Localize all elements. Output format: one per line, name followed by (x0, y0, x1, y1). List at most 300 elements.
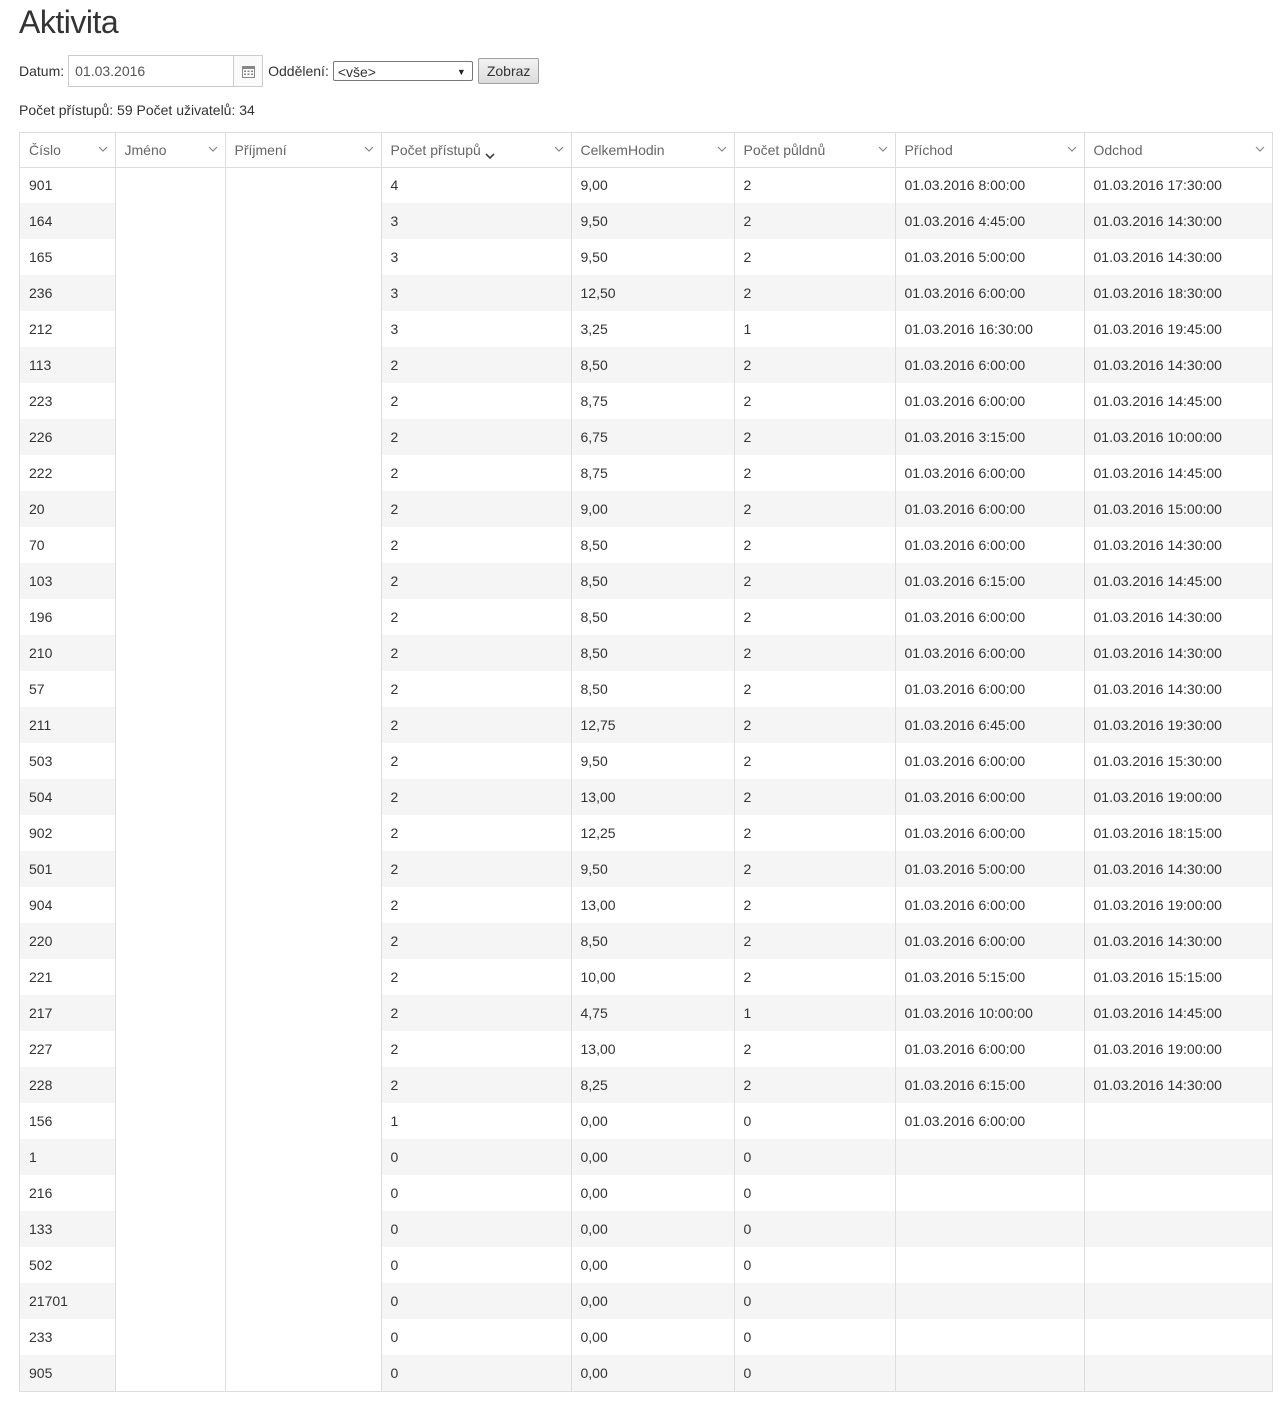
cell-celkem-hodin: 4,75 (571, 995, 734, 1031)
column-header-pocet-puldnu[interactable] (734, 133, 895, 167)
cell-prijmeni (225, 779, 381, 815)
cell-pocet-puldnu: 2 (734, 743, 895, 779)
cell-celkem-hodin: 12,25 (571, 815, 734, 851)
cell-prijmeni (225, 1139, 381, 1175)
cell-prijmeni (225, 1067, 381, 1103)
cell-prijmeni (225, 887, 381, 923)
table-row[interactable] (20, 779, 1272, 815)
cell-pocet-puldnu: 2 (734, 1031, 895, 1067)
cell-pocet-puldnu: 2 (734, 815, 895, 851)
cell-pocet-pristupu: 2 (381, 563, 571, 599)
cell-odchod: 01.03.2016 14:30:00 (1093, 249, 1222, 265)
cell-cislo: 504 (20, 779, 115, 815)
cell-pocet-pristupu: 2 (381, 995, 571, 1031)
table-row[interactable] (20, 1031, 1272, 1067)
table-row[interactable] (20, 491, 1272, 527)
cell-celkem-hodin: 12,75 (571, 707, 734, 743)
column-menu-chevron-icon[interactable] (207, 142, 219, 156)
cell-celkem-hodin: 0,00 (571, 1247, 734, 1283)
cell-pocet-pristupu: 2 (381, 1031, 571, 1067)
cell-prichod: 01.03.2016 6:15:00 (895, 563, 1084, 599)
table-row[interactable] (20, 671, 1272, 707)
cell-cislo: 503 (20, 743, 115, 779)
cell-prijmeni (225, 1247, 381, 1283)
cell-odchod: 01.03.2016 14:30:00 (1084, 635, 1272, 671)
cell-odchod: 01.03.2016 15:15:00 (1093, 969, 1222, 985)
cell-odchod (1084, 1319, 1272, 1355)
cell-prijmeni (225, 491, 381, 527)
table-row[interactable] (20, 239, 1272, 275)
table-row[interactable] (20, 707, 1272, 743)
cell-pocet-pristupu: 2 (381, 815, 571, 851)
column-header-label: Počet půldnů (743, 141, 826, 158)
cell-prijmeni (225, 347, 381, 383)
table-row[interactable] (20, 347, 1272, 383)
cell-odchod: 01.03.2016 15:00:00 (1084, 491, 1272, 527)
cell-prijmeni (225, 1031, 381, 1067)
cell-cislo: 228 (20, 1067, 115, 1103)
cell-jmeno (115, 383, 225, 419)
cell-prijmeni (225, 1283, 381, 1319)
table-row[interactable] (20, 419, 1272, 455)
cell-cislo: 901 (20, 167, 115, 203)
department-selected-value: <vše> (337, 64, 376, 80)
cell-cislo: 217 (20, 995, 115, 1031)
cell-jmeno (115, 779, 225, 815)
cell-odchod: 01.03.2016 14:30:00 (1093, 609, 1222, 625)
cell-pocet-puldnu: 2 (734, 239, 895, 275)
cell-jmeno (115, 635, 225, 671)
table-row[interactable] (20, 1103, 1272, 1139)
cell-celkem-hodin: 8,50 (571, 923, 734, 959)
cell-jmeno (115, 1247, 225, 1283)
cell-odchod: 01.03.2016 14:45:00 (1093, 465, 1222, 481)
cell-odchod: 01.03.2016 14:30:00 (1093, 537, 1222, 553)
table-row[interactable] (20, 923, 1272, 959)
cell-celkem-hodin: 8,50 (571, 563, 734, 599)
cell-pocet-pristupu: 1 (381, 1103, 571, 1139)
cell-jmeno (115, 1031, 225, 1067)
cell-odchod (1084, 1211, 1272, 1247)
cell-celkem-hodin: 8,25 (571, 1067, 734, 1103)
cell-prichod: 01.03.2016 6:00:00 (895, 383, 1084, 419)
table-row[interactable] (20, 311, 1272, 347)
cell-jmeno (115, 959, 225, 995)
cell-pocet-puldnu: 0 (734, 1175, 895, 1211)
cell-jmeno (115, 851, 225, 887)
table-row[interactable] (20, 635, 1272, 671)
cell-pocet-pristupu: 2 (381, 887, 571, 923)
cell-prijmeni (225, 635, 381, 671)
cell-prijmeni (225, 1355, 381, 1391)
cell-pocet-puldnu: 2 (734, 635, 895, 671)
cell-cislo: 502 (20, 1247, 115, 1283)
table-row[interactable] (20, 995, 1272, 1031)
summary-text: Počet přístupů: 59 Počet uživatelů: 34 (19, 102, 255, 118)
table-row[interactable] (20, 275, 1272, 311)
cell-cislo: 233 (20, 1319, 115, 1355)
cell-celkem-hodin: 13,00 (571, 1031, 734, 1067)
cell-celkem-hodin: 8,50 (571, 347, 734, 383)
cell-pocet-pristupu: 0 (381, 1247, 571, 1283)
cell-prijmeni (225, 671, 381, 707)
cell-prichod (895, 1283, 1084, 1319)
cell-prijmeni (225, 1175, 381, 1211)
cell-cislo: 905 (20, 1355, 115, 1391)
cell-pocet-pristupu: 2 (381, 455, 571, 491)
cell-pocet-puldnu: 2 (734, 275, 895, 311)
cell-prichod: 01.03.2016 6:00:00 (895, 1103, 1084, 1139)
table-row[interactable] (20, 167, 1272, 203)
grid-body (20, 167, 1272, 1391)
cell-pocet-puldnu: 2 (734, 887, 895, 923)
cell-odchod: 01.03.2016 14:30:00 (1084, 851, 1272, 887)
cell-odchod: 01.03.2016 18:15:00 (1093, 825, 1222, 841)
cell-jmeno (115, 743, 225, 779)
cell-celkem-hodin: 13,00 (571, 779, 734, 815)
table-row[interactable] (20, 887, 1272, 923)
cell-pocet-pristupu: 0 (381, 1175, 571, 1211)
cell-pocet-pristupu: 2 (381, 599, 571, 635)
cell-pocet-puldnu: 2 (734, 167, 895, 203)
cell-pocet-pristupu: 3 (381, 239, 571, 275)
cell-celkem-hodin: 3,25 (571, 311, 734, 347)
cell-prichod (895, 1247, 1084, 1283)
cell-prichod: 01.03.2016 6:00:00 (895, 527, 1084, 563)
cell-pocet-puldnu: 2 (734, 779, 895, 815)
cell-pocet-puldnu: 1 (734, 995, 895, 1031)
cell-prichod: 01.03.2016 6:00:00 (895, 779, 1084, 815)
cell-celkem-hodin: 0,00 (571, 1175, 734, 1211)
cell-jmeno (115, 1103, 225, 1139)
cell-jmeno (115, 491, 225, 527)
department-select[interactable] (333, 61, 473, 81)
table-row[interactable] (20, 815, 1272, 851)
cell-odchod: 01.03.2016 14:30:00 (1084, 203, 1272, 239)
cell-odchod: 01.03.2016 17:30:00 (1093, 177, 1222, 194)
cell-celkem-hodin: 8,50 (571, 635, 734, 671)
cell-prichod: 01.03.2016 4:45:00 (895, 203, 1084, 239)
cell-pocet-pristupu: 0 (381, 1355, 571, 1391)
cell-cislo: 164 (20, 203, 115, 239)
table-row[interactable] (20, 1247, 1272, 1283)
cell-jmeno (115, 1319, 225, 1355)
cell-prijmeni (225, 419, 381, 455)
cell-prijmeni (225, 1211, 381, 1247)
cell-jmeno (115, 1139, 225, 1175)
cell-jmeno (115, 347, 225, 383)
cell-prijmeni (225, 527, 381, 563)
cell-celkem-hodin: 10,00 (571, 959, 734, 995)
table-row[interactable] (20, 527, 1272, 563)
sort-descending-icon (485, 147, 495, 155)
cell-prichod: 01.03.2016 5:00:00 (895, 239, 1084, 275)
cell-cislo: 211 (20, 707, 115, 743)
cell-jmeno (115, 455, 225, 491)
cell-prichod: 01.03.2016 10:00:00 (895, 995, 1084, 1031)
column-menu-chevron-icon[interactable] (363, 142, 375, 156)
cell-odchod: 01.03.2016 10:00:00 (1084, 419, 1272, 455)
cell-cislo: 212 (20, 311, 115, 347)
cell-celkem-hodin: 0,00 (571, 1211, 734, 1247)
cell-prichod: 01.03.2016 6:00:00 (895, 671, 1084, 707)
cell-pocet-pristupu: 3 (381, 203, 571, 239)
cell-jmeno (115, 1283, 225, 1319)
cell-prichod (895, 1319, 1084, 1355)
cell-prijmeni (225, 203, 381, 239)
cell-odchod: 01.03.2016 19:00:00 (1093, 897, 1222, 913)
cell-celkem-hodin: 8,75 (571, 383, 734, 419)
cell-prichod: 01.03.2016 6:00:00 (895, 923, 1084, 959)
cell-jmeno (115, 203, 225, 239)
cell-cislo: 196 (20, 599, 115, 635)
cell-pocet-puldnu: 0 (734, 1211, 895, 1247)
cell-cislo: 113 (20, 347, 115, 383)
page-title: Aktivita (19, 4, 119, 40)
cell-celkem-hodin: 0,00 (571, 1283, 734, 1319)
cell-prichod: 01.03.2016 6:15:00 (895, 1067, 1084, 1103)
column-header-celkem-hodin[interactable] (571, 133, 734, 167)
cell-celkem-hodin: 0,00 (571, 1139, 734, 1175)
date-label: Datum: (19, 63, 65, 79)
cell-celkem-hodin: 9,00 (571, 167, 734, 203)
cell-jmeno (115, 923, 225, 959)
cell-jmeno (115, 1211, 225, 1247)
cell-cislo: 133 (20, 1211, 115, 1247)
column-header-prichod[interactable] (895, 133, 1084, 167)
cell-pocet-pristupu: 2 (381, 347, 571, 383)
column-menu-chevron-icon[interactable] (1254, 142, 1266, 156)
cell-jmeno (115, 1067, 225, 1103)
table-row[interactable] (20, 599, 1272, 635)
cell-celkem-hodin: 9,50 (571, 851, 734, 887)
cell-cislo: 103 (20, 563, 115, 599)
table-row[interactable] (20, 455, 1272, 491)
cell-cislo: 210 (20, 635, 115, 671)
cell-jmeno (115, 887, 225, 923)
column-header-label: Číslo (29, 141, 61, 158)
cell-prichod: 01.03.2016 6:00:00 (895, 1031, 1084, 1067)
cell-odchod: 01.03.2016 14:30:00 (1093, 681, 1222, 697)
cell-pocet-pristupu: 3 (381, 275, 571, 311)
cell-pocet-puldnu: 2 (734, 203, 895, 239)
cell-jmeno (115, 815, 225, 851)
cell-celkem-hodin: 9,00 (571, 491, 734, 527)
cell-odchod: 01.03.2016 15:30:00 (1093, 753, 1222, 769)
table-row[interactable] (20, 1211, 1272, 1247)
cell-prichod (895, 1355, 1084, 1391)
cell-pocet-puldnu: 1 (734, 311, 895, 347)
table-row[interactable] (20, 1067, 1272, 1103)
cell-celkem-hodin: 9,50 (571, 203, 734, 239)
column-header-label: Odchod (1093, 141, 1143, 158)
calendar-icon[interactable] (233, 56, 262, 86)
cell-jmeno (115, 707, 225, 743)
cell-prijmeni (225, 455, 381, 491)
column-header-prijmeni[interactable] (225, 133, 381, 167)
cell-odchod (1084, 1355, 1272, 1391)
table-row[interactable] (20, 1319, 1272, 1355)
cell-jmeno (115, 1175, 225, 1211)
cell-pocet-puldnu: 2 (734, 923, 895, 959)
cell-prijmeni (225, 311, 381, 347)
table-row[interactable] (20, 1175, 1272, 1211)
cell-odchod (1084, 1139, 1272, 1175)
cell-pocet-puldnu: 2 (734, 383, 895, 419)
cell-jmeno (115, 1355, 225, 1391)
cell-prichod: 01.03.2016 5:15:00 (895, 959, 1084, 995)
cell-pocet-puldnu: 2 (734, 599, 895, 635)
cell-prichod: 01.03.2016 6:00:00 (895, 455, 1084, 491)
table-row[interactable] (20, 959, 1272, 995)
cell-pocet-pristupu: 2 (381, 707, 571, 743)
cell-cislo: 216 (20, 1175, 115, 1211)
cell-jmeno (115, 995, 225, 1031)
show-button[interactable]: Zobraz (478, 58, 540, 84)
cell-pocet-pristupu: 2 (381, 635, 571, 671)
cell-odchod: 01.03.2016 14:45:00 (1084, 995, 1272, 1031)
cell-odchod (1084, 1175, 1272, 1211)
cell-prijmeni (225, 923, 381, 959)
cell-odchod: 01.03.2016 14:45:00 (1093, 393, 1222, 409)
activity-grid (19, 132, 1273, 1392)
cell-cislo: 236 (20, 275, 115, 311)
cell-celkem-hodin: 8,50 (571, 527, 734, 563)
table-row[interactable] (20, 1139, 1272, 1175)
cell-cislo: 501 (20, 851, 115, 887)
table-row[interactable] (20, 203, 1272, 239)
cell-pocet-pristupu: 0 (381, 1211, 571, 1247)
cell-pocet-puldnu: 0 (734, 1103, 895, 1139)
cell-jmeno (115, 563, 225, 599)
cell-pocet-puldnu: 2 (734, 419, 895, 455)
cell-prichod: 01.03.2016 8:00:00 (895, 167, 1084, 203)
cell-odchod (1084, 1247, 1272, 1283)
column-header-label: CelkemHodin (580, 141, 665, 158)
cell-prichod: 01.03.2016 6:00:00 (895, 491, 1084, 527)
cell-jmeno (115, 527, 225, 563)
cell-prijmeni (225, 167, 381, 203)
cell-prichod: 01.03.2016 6:00:00 (895, 887, 1084, 923)
cell-celkem-hodin: 8,75 (571, 455, 734, 491)
cell-prijmeni (225, 815, 381, 851)
table-row[interactable] (20, 1355, 1272, 1391)
cell-odchod: 01.03.2016 19:00:00 (1093, 1041, 1222, 1057)
column-header-pocet-pristupu[interactable] (381, 133, 571, 167)
column-menu-chevron-icon[interactable] (716, 142, 728, 156)
cell-prijmeni (225, 1103, 381, 1139)
cell-cislo: 21701 (20, 1283, 115, 1319)
table-row[interactable] (20, 563, 1272, 599)
cell-pocet-pristupu: 2 (381, 743, 571, 779)
column-menu-chevron-icon[interactable] (97, 142, 109, 156)
cell-prichod: 01.03.2016 6:00:00 (895, 599, 1084, 635)
cell-odchod: 01.03.2016 14:30:00 (1084, 1067, 1272, 1103)
cell-cislo: 226 (20, 419, 115, 455)
cell-cislo: 904 (20, 887, 115, 923)
table-row[interactable] (20, 1283, 1272, 1319)
cell-pocet-pristupu: 2 (381, 383, 571, 419)
cell-odchod (1084, 1283, 1272, 1319)
column-header-jmeno[interactable] (115, 133, 225, 167)
cell-prichod (895, 1139, 1084, 1175)
column-menu-chevron-icon[interactable] (1066, 142, 1078, 156)
cell-jmeno (115, 671, 225, 707)
cell-pocet-puldnu: 2 (734, 347, 895, 383)
cell-celkem-hodin: 8,50 (571, 671, 734, 707)
cell-celkem-hodin: 8,50 (571, 599, 734, 635)
cell-prichod: 01.03.2016 6:00:00 (895, 635, 1084, 671)
cell-cislo: 165 (20, 239, 115, 275)
cell-prijmeni (225, 383, 381, 419)
cell-pocet-pristupu: 2 (381, 1067, 571, 1103)
cell-prichod: 01.03.2016 6:00:00 (895, 275, 1084, 311)
cell-cislo: 70 (20, 527, 115, 563)
cell-cislo: 227 (20, 1031, 115, 1067)
cell-pocet-pristupu: 2 (381, 779, 571, 815)
column-header-label: Příchod (904, 141, 953, 158)
cell-jmeno (115, 167, 225, 203)
cell-prijmeni (225, 743, 381, 779)
cell-pocet-puldnu: 0 (734, 1283, 895, 1319)
cell-prichod: 01.03.2016 6:00:00 (895, 347, 1084, 383)
cell-prijmeni (225, 959, 381, 995)
cell-cislo: 222 (20, 455, 115, 491)
cell-cislo: 223 (20, 383, 115, 419)
cell-prijmeni (225, 1319, 381, 1355)
cell-cislo: 902 (20, 815, 115, 851)
cell-pocet-pristupu: 2 (381, 671, 571, 707)
cell-prichod: 01.03.2016 6:00:00 (895, 815, 1084, 851)
cell-prijmeni (225, 707, 381, 743)
cell-pocet-puldnu: 2 (734, 563, 895, 599)
cell-pocet-pristupu: 2 (381, 923, 571, 959)
column-header-label: Příjmení (234, 141, 287, 158)
column-header-label: Jméno (124, 141, 167, 158)
cell-odchod: 01.03.2016 19:00:00 (1084, 779, 1272, 815)
cell-odchod: 01.03.2016 14:30:00 (1084, 923, 1272, 959)
grid-header-row (20, 133, 1272, 167)
cell-odchod: 01.03.2016 19:30:00 (1084, 707, 1272, 743)
column-menu-chevron-icon[interactable] (553, 142, 565, 156)
cell-prijmeni (225, 239, 381, 275)
cell-pocet-puldnu: 0 (734, 1319, 895, 1355)
cell-odchod: 01.03.2016 14:45:00 (1084, 563, 1272, 599)
column-header-odchod[interactable] (1084, 133, 1272, 167)
cell-prichod (895, 1211, 1084, 1247)
cell-pocet-puldnu: 2 (734, 707, 895, 743)
cell-jmeno (115, 419, 225, 455)
column-menu-chevron-icon[interactable] (877, 142, 889, 156)
cell-odchod (1084, 1103, 1272, 1139)
cell-prichod: 01.03.2016 3:15:00 (895, 419, 1084, 455)
table-row[interactable] (20, 851, 1272, 887)
cell-jmeno (115, 311, 225, 347)
column-header-cislo[interactable] (20, 133, 115, 167)
date-input[interactable] (69, 57, 233, 85)
table-row[interactable] (20, 383, 1272, 419)
cell-pocet-pristupu: 3 (381, 311, 571, 347)
cell-pocet-puldnu: 2 (734, 1067, 895, 1103)
cell-prijmeni (225, 599, 381, 635)
cell-prichod: 01.03.2016 16:30:00 (895, 311, 1084, 347)
cell-pocet-pristupu: 2 (381, 959, 571, 995)
cell-pocet-puldnu: 0 (734, 1247, 895, 1283)
table-row[interactable] (20, 743, 1272, 779)
cell-pocet-puldnu: 2 (734, 851, 895, 887)
cell-prichod: 01.03.2016 5:00:00 (895, 851, 1084, 887)
cell-celkem-hodin: 0,00 (571, 1319, 734, 1355)
